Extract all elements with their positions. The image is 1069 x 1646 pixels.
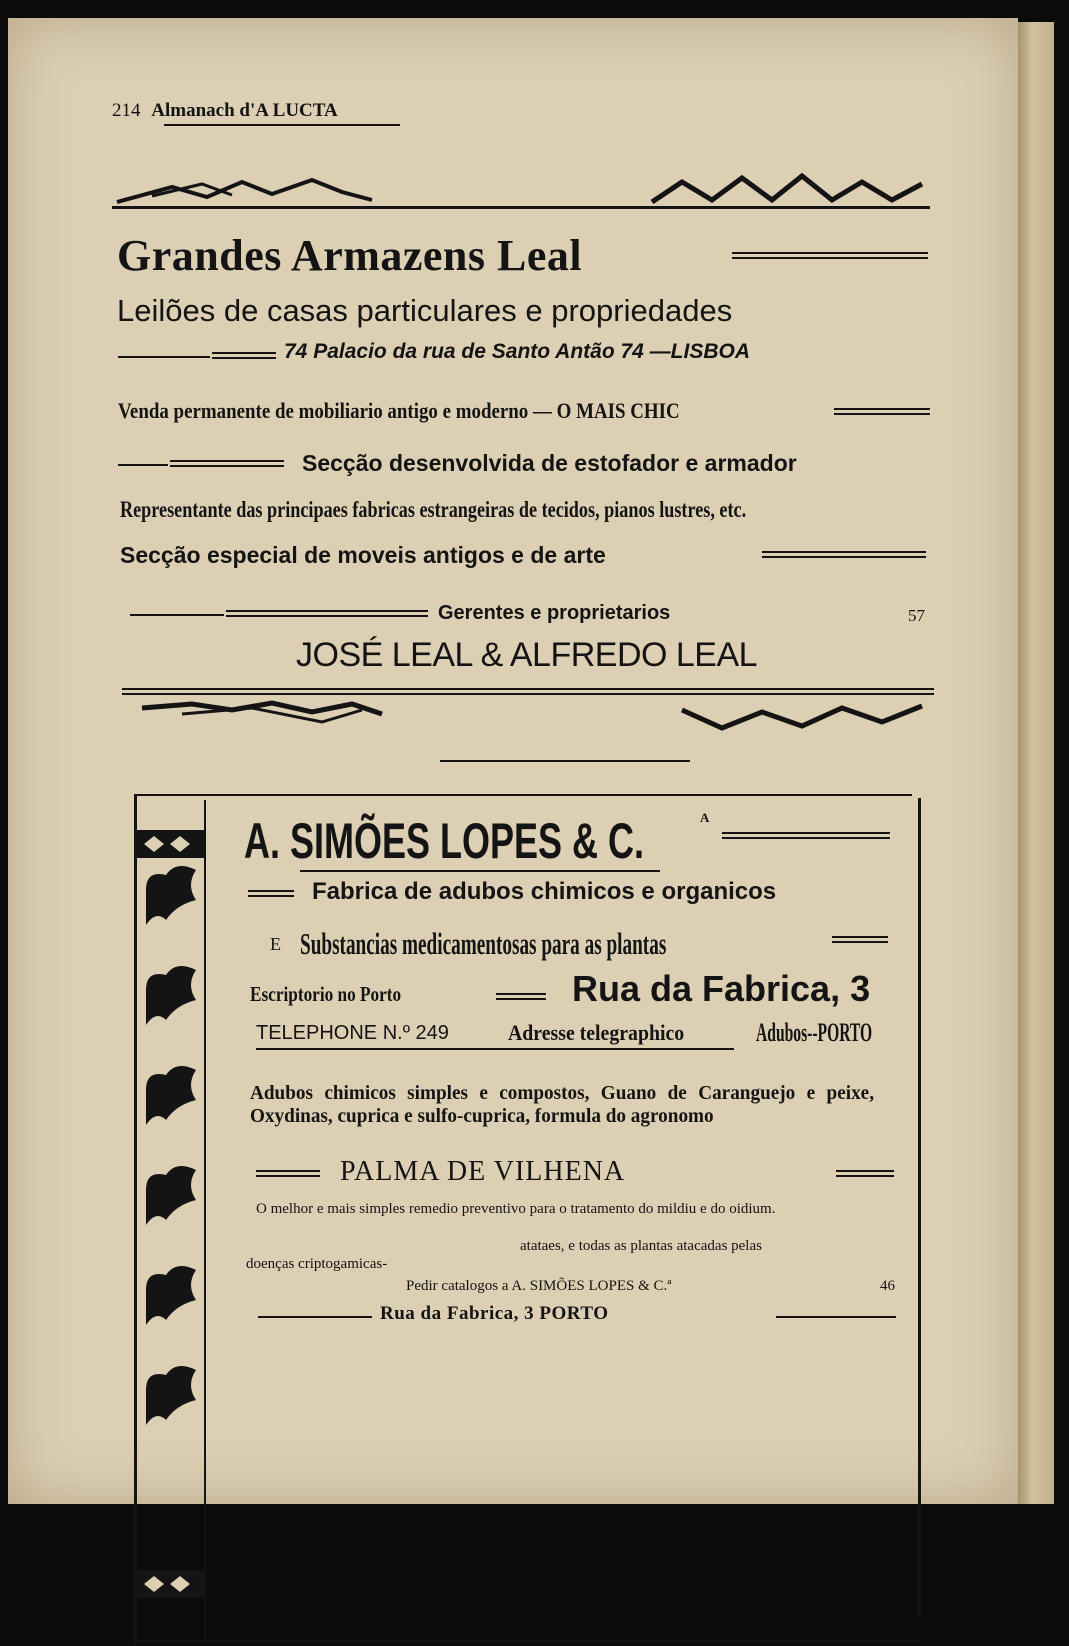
ad2-footer-rule-right bbox=[776, 1316, 896, 1318]
ad2-title-sup: A bbox=[700, 810, 710, 825]
ad1-managers-rule-left bbox=[130, 614, 224, 616]
ad2-factory-rule bbox=[248, 890, 294, 897]
ad2-substances-rule bbox=[832, 936, 888, 943]
bottom-ornament bbox=[122, 700, 934, 742]
ad1-section-line: Secção desenvolvida de estofador e armador bbox=[302, 450, 797, 476]
almanac-title: Almanach d'A LUCTA bbox=[151, 100, 338, 121]
ad2-substances: Substancias medicamentosas para as plantas bbox=[300, 926, 667, 961]
ad1-address: 74 Palacio da rua de Santo Antão 74 —LISBOA bbox=[284, 340, 751, 363]
ad2-title: A. SIMÕES LOPES & C. bbox=[244, 813, 645, 869]
ad1-address-double-rule bbox=[212, 352, 276, 359]
ad2-footer-rule-left bbox=[258, 1316, 372, 1318]
ad2-title-rule bbox=[722, 832, 890, 839]
ad1-managers-label: Gerentes e proprietarios bbox=[438, 602, 671, 624]
ad1-title-rule bbox=[732, 252, 928, 259]
ad2-remedy-3: doenças criptogamicas- bbox=[246, 1256, 388, 1272]
ad2-title-underline bbox=[300, 870, 660, 872]
ad2-remedy-1: O melhor e mais simples remedio preventivo para o tratamento do mildiu e do oidium. bbox=[256, 1201, 776, 1217]
ad1-managers-double-rule bbox=[226, 610, 428, 617]
ad1-section-rule-left bbox=[118, 464, 168, 466]
ad2-frame-bottom bbox=[134, 1640, 920, 1642]
ad2-agronomist-rule-left bbox=[256, 1170, 320, 1177]
ornament-divider bbox=[440, 760, 690, 762]
ad1-special-line: Secção especial de moveis antigos e de arte bbox=[120, 542, 606, 568]
ad2-footer: Rua da Fabrica, 3 PORTO bbox=[380, 1303, 609, 1324]
header-underline bbox=[164, 124, 400, 126]
page-number: 214 bbox=[112, 100, 141, 121]
ad1-number: 57 bbox=[908, 606, 925, 625]
ad2-number: 46 bbox=[880, 1278, 895, 1294]
ad1-furniture-rule bbox=[834, 408, 930, 415]
ad1-managers-names: JOSÉ LEAL & ALFREDO LEAL bbox=[296, 636, 758, 674]
book-spine bbox=[1018, 22, 1054, 1504]
top-ornament bbox=[112, 162, 930, 212]
ad2-office-label: Escriptorio no Porto bbox=[250, 982, 402, 1006]
ad1-bottom-rule bbox=[122, 688, 934, 695]
ad2-remedy-2: atataes, e todas as plantas atacadas pelas bbox=[520, 1238, 762, 1254]
leaf-border-ornament bbox=[136, 830, 206, 1610]
ad2-catalog: Pedir catalogos a A. SIMÕES LOPES & C.ª bbox=[406, 1278, 672, 1294]
ad2-telegraph: Adubos--PORTO bbox=[756, 1018, 873, 1047]
ad2-office-rule bbox=[496, 993, 546, 1000]
ad2-substances-prefix: E bbox=[270, 934, 281, 954]
ad1-title: Grandes Armazens Leal bbox=[117, 231, 583, 280]
ad2-agronomist: PALMA DE VILHENA bbox=[340, 1156, 626, 1187]
ad1-subtitle: Leilões de casas particulares e propriedades bbox=[117, 293, 733, 328]
ad2-telephone: TELEPHONE N.º 249 bbox=[256, 1022, 449, 1044]
ad2-frame-right bbox=[918, 798, 921, 1616]
ad2-frame-top bbox=[134, 794, 912, 796]
ad2-agronomist-rule-right bbox=[836, 1170, 894, 1177]
ad1-address-rule-left bbox=[118, 356, 210, 358]
ad1-section-double-rule bbox=[170, 460, 284, 467]
ad2-title-block bbox=[244, 812, 800, 870]
ad1-representative-line: Representante das principaes fabricas estrangeiras de tecidos, pianos lustres, etc. bbox=[120, 497, 747, 522]
ad1-furniture-line: Venda permanente de mobiliario antigo e moderno — O MAIS CHIC bbox=[118, 398, 680, 423]
ad2-office-address: Rua da Fabrica, 3 bbox=[572, 968, 871, 1009]
ad2-description: Adubos chimicos simples e compostos, Guano de Caranguejo e peixe, Oxydinas, cuprica e sulfo-cuprica, formula do agronomo bbox=[250, 1082, 874, 1127]
ad1-special-rule bbox=[762, 551, 926, 558]
ad2-telegraph-label: Adresse telegraphico bbox=[508, 1020, 685, 1045]
page-header bbox=[112, 100, 338, 122]
ad2-telephone-underline bbox=[256, 1048, 734, 1050]
ad2-factory-line: Fabrica de adubos chimicos e organicos bbox=[312, 878, 777, 905]
